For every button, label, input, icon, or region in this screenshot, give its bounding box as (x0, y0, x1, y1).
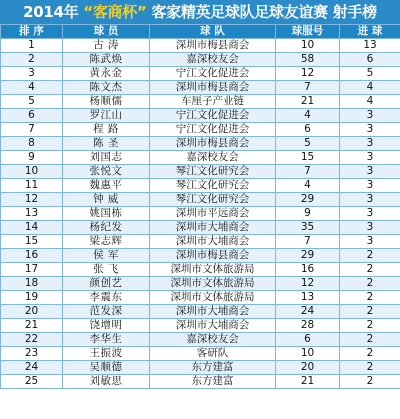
table-row (1, 249, 400, 263)
title-year: 2014年 (23, 3, 79, 21)
player-cell: 张 飞 (63, 263, 150, 277)
goals-cell: 5 (340, 67, 400, 81)
rank-cell: 4 (1, 81, 63, 95)
goals-cell: 2 (340, 361, 400, 375)
team-cell: 琴江文化研究会 (150, 179, 276, 193)
player-cell: 姚国栋 (63, 207, 150, 221)
table-row (1, 109, 400, 123)
jersey-cell: 21 (276, 375, 340, 389)
player-cell: 侯 军 (63, 249, 150, 263)
team-cell: 宁江文化促进会 (150, 123, 276, 137)
player-cell: 梁志辉 (63, 235, 150, 249)
table-row (1, 333, 400, 347)
player-cell: 黄永金 (63, 67, 150, 81)
team-cell: 深圳市大埔商会 (150, 305, 276, 319)
team-cell: 深圳市梅县商会 (150, 81, 276, 95)
team-cell: 客研队 (150, 347, 276, 361)
rank-cell: 12 (1, 193, 63, 207)
team-cell: 深圳市文体旅游局 (150, 263, 276, 277)
jersey-cell: 9 (276, 207, 340, 221)
page-title (0, 0, 400, 24)
jersey-cell: 6 (276, 123, 340, 137)
jersey-cell: 21 (276, 95, 340, 109)
player-cell: 李华生 (63, 333, 150, 347)
table-row (1, 277, 400, 291)
title-cup: “客商杯” (83, 3, 147, 21)
rank-cell: 17 (1, 263, 63, 277)
team-cell: 深圳市大埔商会 (150, 235, 276, 249)
jersey-cell: 29 (276, 193, 340, 207)
rank-cell: 2 (1, 53, 63, 67)
rank-cell: 19 (1, 291, 63, 305)
player-cell: 范发深 (63, 305, 150, 319)
jersey-cell: 58 (276, 53, 340, 67)
jersey-cell: 4 (276, 179, 340, 193)
team-cell: 深圳市梅县商会 (150, 137, 276, 151)
rank-cell: 7 (1, 123, 63, 137)
team-cell: 嘉深校友会 (150, 333, 276, 347)
goals-cell: 2 (340, 305, 400, 319)
goals-cell: 2 (340, 375, 400, 389)
player-cell: 颜创艺 (63, 277, 150, 291)
jersey-cell: 29 (276, 249, 340, 263)
rank-cell: 5 (1, 95, 63, 109)
jersey-cell: 5 (276, 137, 340, 151)
table-row (1, 123, 400, 137)
player-cell: 吴顺德 (63, 361, 150, 375)
rank-cell: 15 (1, 235, 63, 249)
table-row (1, 291, 400, 305)
team-cell: 深圳市文体旅游局 (150, 291, 276, 305)
goals-cell: 2 (340, 263, 400, 277)
table-row (1, 375, 400, 389)
table-row (1, 305, 400, 319)
jersey-cell: 12 (276, 67, 340, 81)
scorers-table (0, 24, 400, 389)
table-row (1, 179, 400, 193)
goals-cell: 3 (340, 137, 400, 151)
rank-cell: 18 (1, 277, 63, 291)
jersey-cell: 24 (276, 305, 340, 319)
jersey-cell: 20 (276, 361, 340, 375)
team-cell: 深圳市文体旅游局 (150, 277, 276, 291)
rank-cell: 21 (1, 319, 63, 333)
goals-cell: 4 (340, 81, 400, 95)
header-player: 球 员 (63, 25, 150, 39)
jersey-cell: 13 (276, 291, 340, 305)
player-cell: 王振波 (63, 347, 150, 361)
table-row (1, 319, 400, 333)
team-cell: 深圳市梅县商会 (150, 249, 276, 263)
goals-cell: 6 (340, 53, 400, 67)
goals-cell: 3 (340, 193, 400, 207)
goals-cell: 3 (340, 179, 400, 193)
rank-cell: 11 (1, 179, 63, 193)
team-cell: 宁江文化促进会 (150, 67, 276, 81)
rank-cell: 22 (1, 333, 63, 347)
jersey-cell: 7 (276, 235, 340, 249)
rank-cell: 6 (1, 109, 63, 123)
rank-cell: 1 (1, 39, 63, 53)
team-cell: 车厘子产业链 (150, 95, 276, 109)
table-header-row (1, 25, 400, 39)
goals-cell: 3 (340, 235, 400, 249)
team-cell: 深圳市梅县商会 (150, 39, 276, 53)
rank-cell: 23 (1, 347, 63, 361)
table-row (1, 207, 400, 221)
jersey-cell: 6 (276, 333, 340, 347)
player-cell: 张悦文 (63, 165, 150, 179)
rank-cell: 24 (1, 361, 63, 375)
table-row (1, 347, 400, 361)
jersey-cell: 28 (276, 319, 340, 333)
table-row (1, 137, 400, 151)
table-row (1, 67, 400, 81)
player-cell: 魏惠平 (63, 179, 150, 193)
player-cell: 杨顺儒 (63, 95, 150, 109)
player-cell: 刘敏思 (63, 375, 150, 389)
goals-cell: 3 (340, 151, 400, 165)
title-rest: 客家精英足球队足球友谊赛 射手榜 (151, 3, 377, 21)
goals-cell: 3 (340, 123, 400, 137)
goals-cell: 2 (340, 319, 400, 333)
header-goals: 进 球 (340, 25, 400, 39)
jersey-cell: 15 (276, 151, 340, 165)
table-row (1, 235, 400, 249)
player-cell: 陈 圣 (63, 137, 150, 151)
table-row (1, 53, 400, 67)
player-cell: 陈文杰 (63, 81, 150, 95)
table-row (1, 165, 400, 179)
table-row (1, 95, 400, 109)
goals-cell: 3 (340, 109, 400, 123)
rank-cell: 10 (1, 165, 63, 179)
table-row (1, 221, 400, 235)
team-cell: 东方建富 (150, 375, 276, 389)
jersey-cell: 35 (276, 221, 340, 235)
table-row (1, 81, 400, 95)
player-cell: 杨纪发 (63, 221, 150, 235)
jersey-cell: 10 (276, 347, 340, 361)
goals-cell: 3 (340, 207, 400, 221)
table-body (1, 39, 400, 389)
player-cell: 刘国志 (63, 151, 150, 165)
team-cell: 深圳市大埔商会 (150, 221, 276, 235)
goals-cell: 3 (340, 221, 400, 235)
team-cell: 嘉深校友会 (150, 53, 276, 67)
jersey-cell: 12 (276, 277, 340, 291)
table-row (1, 39, 400, 53)
jersey-cell: 16 (276, 263, 340, 277)
goals-cell: 2 (340, 291, 400, 305)
player-cell: 程 路 (63, 123, 150, 137)
header-rank: 排 序 (1, 25, 63, 39)
jersey-cell: 10 (276, 39, 340, 53)
table-row (1, 263, 400, 277)
goals-cell: 2 (340, 277, 400, 291)
rank-cell: 16 (1, 249, 63, 263)
rank-cell: 8 (1, 137, 63, 151)
goals-cell: 2 (340, 249, 400, 263)
team-cell: 琴江文化研究会 (150, 165, 276, 179)
jersey-cell: 7 (276, 165, 340, 179)
player-cell: 罗江山 (63, 109, 150, 123)
player-cell: 钟 威 (63, 193, 150, 207)
rank-cell: 3 (1, 67, 63, 81)
rank-cell: 14 (1, 221, 63, 235)
team-cell: 嘉深校友会 (150, 151, 276, 165)
table-row (1, 361, 400, 375)
goals-cell: 2 (340, 347, 400, 361)
goals-cell: 4 (340, 95, 400, 109)
table-row (1, 151, 400, 165)
header-team: 球 队 (150, 25, 276, 39)
team-cell: 琴江文化研究会 (150, 193, 276, 207)
table-row (1, 193, 400, 207)
goals-cell: 3 (340, 165, 400, 179)
player-cell: 李震东 (63, 291, 150, 305)
rank-cell: 20 (1, 305, 63, 319)
rank-cell: 9 (1, 151, 63, 165)
jersey-cell: 7 (276, 81, 340, 95)
player-cell: 古 涛 (63, 39, 150, 53)
jersey-cell: 4 (276, 109, 340, 123)
team-cell: 深圳市大埔商会 (150, 319, 276, 333)
rank-cell: 13 (1, 207, 63, 221)
player-cell: 陈武焕 (63, 53, 150, 67)
team-cell: 宁江文化促进会 (150, 109, 276, 123)
goals-cell: 2 (340, 333, 400, 347)
goals-cell: 13 (340, 39, 400, 53)
rank-cell: 25 (1, 375, 63, 389)
player-cell: 饶增明 (63, 319, 150, 333)
team-cell: 东方建富 (150, 361, 276, 375)
header-jersey: 球服号 (276, 25, 340, 39)
team-cell: 深圳市平远商会 (150, 207, 276, 221)
